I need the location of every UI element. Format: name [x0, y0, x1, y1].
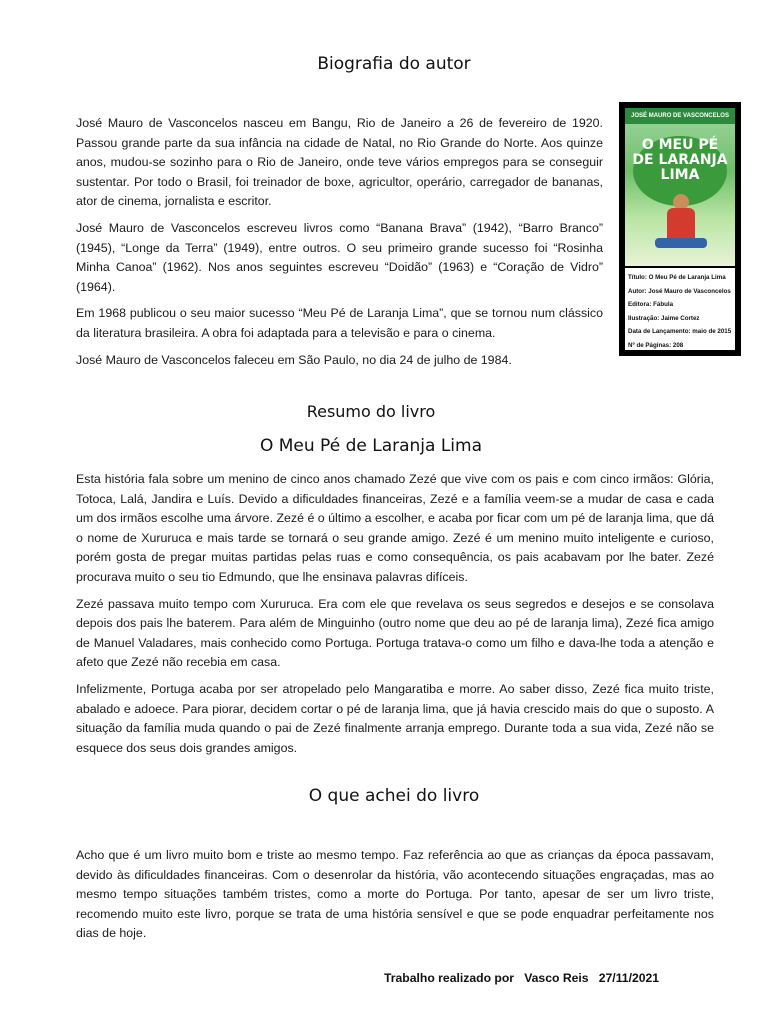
- book-cover-image: [625, 108, 735, 266]
- book-info-illustrator: Ilustração: Jaime Cortez: [628, 314, 700, 322]
- biography-paragraph: Em 1968 publicou o seu maior sucesso “Meu Pé de Laranja Lima”, que se tornou num clássico da literatura brasileira. A obra foi adaptada para a televisão e para o cinema.: [76, 306, 603, 340]
- cover-book-title: O MEU PÉ DE LARANJA LIMA: [632, 137, 728, 183]
- summary-paragraph: Zezé passava muito tempo com Xururuca. Era com ele que revelava os seus segredos e desejos e se consolava depois dos pais lhe baterem. Para além de Minguinho (outro nome que deu ao pé de laranja lima), Zezé fica amigo de Manuel Valadares, mais conhecido como Portuga. Portuga tratava-o como um filho e dava-lhe toda a atenção e afeto que Zezé não recebia em casa.: [76, 596, 714, 670]
- boy-illustration: [667, 208, 695, 242]
- cover-author-banner: JOSÉ MAURO DE VASCONCELOS: [625, 108, 735, 124]
- footer-credit: [384, 971, 659, 985]
- biography-heading: Biografia do autor: [317, 54, 471, 74]
- biography-paragraph: José Mauro de Vasconcelos nasceu em Bangu, Rio de Janeiro a 26 de fevereiro de 1920. Passou grande parte da sua infância na cidade de Natal, no Rio Grande do Norte. Aos quinze anos, mudou-se sozinho para o Rio de Janeiro, onde teve vários empregos para se conseguir sustentar. Por todo o Brasil, foi treinador de boxe, agricultor, operário, carregador de bananas, ator de cinema, jornalista e escritor.: [76, 116, 603, 209]
- book-info-publisher: Editora: Fábula: [628, 301, 674, 309]
- footer-date: 27/11/2021: [598, 971, 660, 985]
- opinion-heading: O que achei do livro: [308, 786, 480, 806]
- book-info-pages: Nº de Páginas: 208: [628, 341, 684, 349]
- summary-paragraph: Infelizmente, Portuga acaba por ser atropelado pelo Mangaratiba e morre. Ao saber disso, Zezé fica muito triste, abalado e adoece. Para piorar, decidem cortar o pé de laranja lima, que já havia crescido mais do que o suposto. A situação da família muda quando o pai de Zezé finalmente arranja emprego. Durante toda a sua vida, Zezé não se esquece dos seus dois grandes amigos.: [76, 681, 714, 755]
- summary-paragraph: Esta história fala sobre um menino de cinco anos chamado Zezé que vive com os pais e com cinco irmãos: Glória, Totoca, Lalá, Jandira e Luís. Devido a dificuldades financeiras, Zezé e a família veem-se a mudar de casa e cada um dos irmãos escolhe uma árvore. Zezé é o último a escolher, e acaba por ficar com um pé de laranja lima, que dá o nome de Xururuca e mais tarde se tornará o seu grande amigo. Zezé é um menino muito inteligente e curioso, porém gosta de pregar muitas partidas pelas ruas e como consequência, os pais acabavam por lhe bater. Zezé procurava muito o seu tio Edmundo, que lhe ensinava palavras difíceis.: [76, 472, 714, 584]
- book-info-title: Título: O Meu Pé de Laranja Lima: [628, 274, 726, 281]
- biography-paragraph: José Mauro de Vasconcelos faleceu em São Paulo, no dia 24 de julho de 1984.: [76, 352, 512, 367]
- biography-paragraph: José Mauro de Vasconcelos escreveu livros como “Banana Brava” (1942), “Barro Branco” (1945), “Longe da Terra” (1949), entre outros. O seu primeiro grande sucesso foi “Rosinha Minha Canoa” (1962). Nos anos seguintes escreveu “Doidão” (1963) e “Coração de Vidro” (1964).: [76, 220, 603, 294]
- footer-author: Vasco Reis: [524, 971, 589, 985]
- book-info-release-date: Data de Lançamento: maio de 2015: [628, 328, 732, 336]
- book-info-author: Autor: José Mauro de Vasconcelos: [628, 287, 731, 295]
- summary-heading: Resumo do livro: [306, 402, 436, 421]
- summary-subheading: O Meu Pé de Laranja Lima: [259, 436, 483, 456]
- biography-text: [76, 114, 603, 377]
- summary-text: [76, 470, 714, 765]
- boy-legs-illustration: [655, 238, 707, 248]
- book-info-panel: [625, 268, 735, 350]
- opinion-text: [76, 846, 714, 951]
- footer-label: Trabalho realizado por: [384, 971, 515, 985]
- book-cover-card: [619, 102, 741, 356]
- opinion-paragraph: Acho que é um livro muito bom e triste ao mesmo tempo. Faz referência ao que as crianças da época passavam, devido às dificuldades financeiras. Com o desenrolar da história, vão acontecendo situações engraçadas, mas ao mesmo tempo situações também tristes, como a morte do Portuga. Por tanto, apesar de ser um livro triste, recomendo muito este livro, porque se trata de uma história sensível e que se pode enquadrar perfeitamente nos dias de hoje.: [76, 848, 714, 941]
